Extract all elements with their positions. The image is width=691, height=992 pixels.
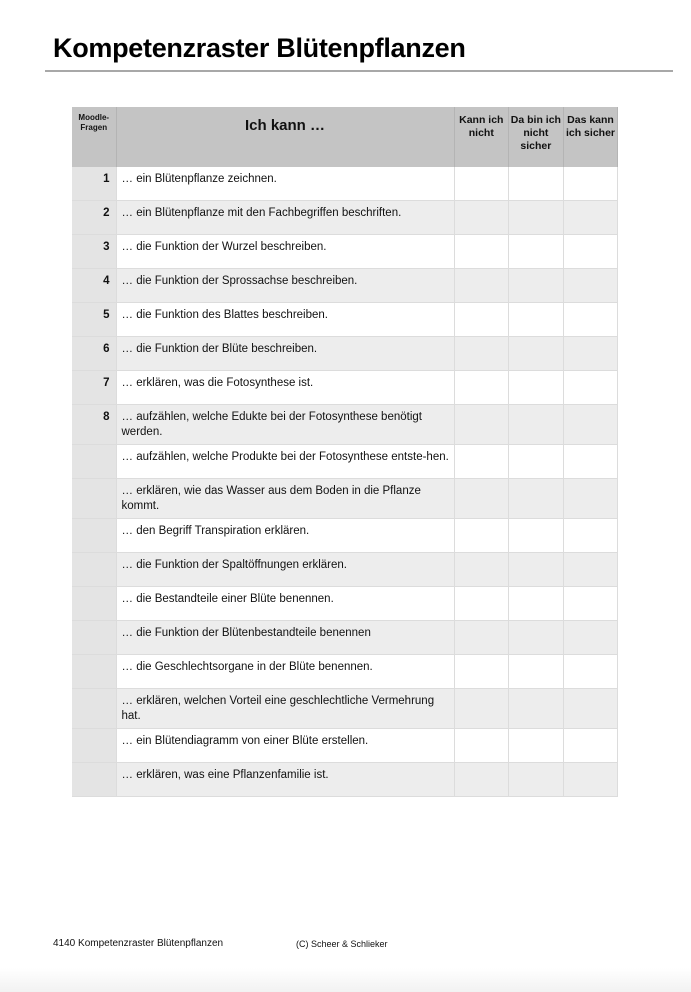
competency-statement: … die Funktion der Blütenbestandteile benennen [116, 621, 454, 655]
self-assessment-cell-confident[interactable] [563, 621, 618, 655]
self-assessment-cell-confident[interactable] [563, 405, 618, 445]
self-assessment-cell-cannot[interactable] [454, 371, 509, 405]
self-assessment-cell-cannot[interactable] [454, 405, 509, 445]
footer-copyright: (C) Scheer & Schlieker [296, 939, 388, 949]
self-assessment-cell-cannot[interactable] [454, 479, 509, 519]
self-assessment-cell-unsure[interactable] [509, 445, 564, 479]
table-header-row [72, 107, 618, 167]
self-assessment-cell-unsure[interactable] [509, 371, 564, 405]
competency-statement: … ein Blütenpflanze mit den Fachbegriffen beschriften. [116, 201, 454, 235]
table-row [72, 167, 618, 201]
self-assessment-cell-unsure[interactable] [509, 621, 564, 655]
self-assessment-cell-unsure[interactable] [509, 689, 564, 729]
competency-statement: … erklären, welchen Vorteil eine geschlechtliche Vermehrung hat. [116, 689, 454, 729]
table-row [72, 621, 618, 655]
competency-statement: … die Funktion der Spaltöffnungen erklären. [116, 553, 454, 587]
self-assessment-cell-unsure[interactable] [509, 655, 564, 689]
competency-statement: … die Bestandteile einer Blüte benennen. [116, 587, 454, 621]
competency-statement: … erklären, was die Fotosynthese ist. [116, 371, 454, 405]
self-assessment-cell-confident[interactable] [563, 519, 618, 553]
self-assessment-cell-confident[interactable] [563, 167, 618, 201]
question-number [72, 479, 116, 519]
self-assessment-cell-confident[interactable] [563, 337, 618, 371]
table-row [72, 587, 618, 621]
self-assessment-cell-cannot[interactable] [454, 655, 509, 689]
self-assessment-cell-cannot[interactable] [454, 621, 509, 655]
table-row [72, 445, 618, 479]
self-assessment-cell-confident[interactable] [563, 553, 618, 587]
self-assessment-cell-unsure[interactable] [509, 405, 564, 445]
header-i-can: Ich kann … [116, 107, 454, 167]
competency-statement: … die Funktion der Wurzel beschreiben. [116, 235, 454, 269]
question-number [72, 763, 116, 797]
self-assessment-cell-unsure[interactable] [509, 763, 564, 797]
self-assessment-cell-cannot[interactable] [454, 201, 509, 235]
competency-statement: … erklären, wie das Wasser aus dem Boden in die Pflanze kommt. [116, 479, 454, 519]
self-assessment-cell-unsure[interactable] [509, 167, 564, 201]
self-assessment-cell-unsure[interactable] [509, 479, 564, 519]
self-assessment-cell-confident[interactable] [563, 763, 618, 797]
footer-document-label: 4140 Kompetenzraster Blütenpflanzen [53, 938, 224, 949]
competency-statement: … die Funktion der Sprossachse beschreiben. [116, 269, 454, 303]
competency-statement: … aufzählen, welche Produkte bei der Fotosynthese entste-hen. [116, 445, 454, 479]
competency-statement: … die Geschlechtsorgane in der Blüte benennen. [116, 655, 454, 689]
competency-statement: … aufzählen, welche Edukte bei der Fotosynthese benötigt werden. [116, 405, 454, 445]
competency-statement: … die Funktion der Blüte beschreiben. [116, 337, 454, 371]
self-assessment-cell-unsure[interactable] [509, 269, 564, 303]
table-row [72, 689, 618, 729]
self-assessment-cell-confident[interactable] [563, 445, 618, 479]
self-assessment-cell-unsure[interactable] [509, 519, 564, 553]
question-number [72, 587, 116, 621]
question-number: 7 [72, 371, 116, 405]
question-number [72, 553, 116, 587]
table-row [72, 235, 618, 269]
question-number [72, 689, 116, 729]
table-row [72, 201, 618, 235]
self-assessment-cell-cannot[interactable] [454, 269, 509, 303]
table-row [72, 405, 618, 445]
table-row [72, 655, 618, 689]
header-unsure: Da bin ich nicht sicher [509, 107, 564, 167]
table-row [72, 479, 618, 519]
question-number: 1 [72, 167, 116, 201]
competency-table [72, 107, 618, 797]
self-assessment-cell-cannot[interactable] [454, 763, 509, 797]
question-number [72, 445, 116, 479]
header-cannot: Kann ich nicht [454, 107, 509, 167]
question-number [72, 655, 116, 689]
table-row [72, 553, 618, 587]
question-number [72, 519, 116, 553]
self-assessment-cell-confident[interactable] [563, 689, 618, 729]
header-confident: Das kann ich sicher [563, 107, 618, 167]
table-row [72, 519, 618, 553]
competency-statement: … ein Blütenpflanze zeichnen. [116, 167, 454, 201]
header-moodle-questions: Moodle-Fragen [72, 107, 116, 167]
self-assessment-cell-unsure[interactable] [509, 729, 564, 763]
competency-statement: … die Funktion des Blattes beschreiben. [116, 303, 454, 337]
self-assessment-cell-confident[interactable] [563, 371, 618, 405]
self-assessment-cell-confident[interactable] [563, 303, 618, 337]
table-row [72, 729, 618, 763]
self-assessment-cell-cannot[interactable] [454, 337, 509, 371]
table-row [72, 763, 618, 797]
question-number: 6 [72, 337, 116, 371]
question-number: 2 [72, 201, 116, 235]
self-assessment-cell-cannot[interactable] [454, 445, 509, 479]
table-row [72, 337, 618, 371]
question-number: 3 [72, 235, 116, 269]
table-row [72, 269, 618, 303]
competency-statement: … den Begriff Transpiration erklären. [116, 519, 454, 553]
self-assessment-cell-confident[interactable] [563, 235, 618, 269]
page-title: Kompetenzraster Blütenpflanzen [53, 33, 466, 63]
table-row [72, 303, 618, 337]
question-number: 4 [72, 269, 116, 303]
question-number [72, 621, 116, 655]
self-assessment-cell-unsure[interactable] [509, 201, 564, 235]
self-assessment-cell-unsure[interactable] [509, 235, 564, 269]
self-assessment-cell-unsure[interactable] [509, 587, 564, 621]
table-row [72, 371, 618, 405]
self-assessment-cell-confident[interactable] [563, 269, 618, 303]
question-number: 8 [72, 405, 116, 445]
self-assessment-cell-unsure[interactable] [509, 553, 564, 587]
self-assessment-cell-cannot[interactable] [454, 519, 509, 553]
self-assessment-cell-confident[interactable] [563, 729, 618, 763]
self-assessment-cell-cannot[interactable] [454, 553, 509, 587]
self-assessment-cell-unsure[interactable] [509, 337, 564, 371]
self-assessment-cell-cannot[interactable] [454, 167, 509, 201]
page-bottom-shadow [0, 968, 691, 992]
self-assessment-cell-confident[interactable] [563, 587, 618, 621]
self-assessment-cell-cannot[interactable] [454, 587, 509, 621]
self-assessment-cell-cannot[interactable] [454, 303, 509, 337]
question-number [72, 729, 116, 763]
self-assessment-cell-confident[interactable] [563, 655, 618, 689]
question-number: 5 [72, 303, 116, 337]
self-assessment-cell-cannot[interactable] [454, 729, 509, 763]
competency-statement: … ein Blütendiagramm von einer Blüte erstellen. [116, 729, 454, 763]
competency-statement: … erklären, was eine Pflanzenfamilie ist. [116, 763, 454, 797]
self-assessment-cell-confident[interactable] [563, 201, 618, 235]
self-assessment-cell-cannot[interactable] [454, 235, 509, 269]
self-assessment-cell-unsure[interactable] [509, 303, 564, 337]
title-divider [45, 70, 673, 72]
self-assessment-cell-confident[interactable] [563, 479, 618, 519]
self-assessment-cell-cannot[interactable] [454, 689, 509, 729]
